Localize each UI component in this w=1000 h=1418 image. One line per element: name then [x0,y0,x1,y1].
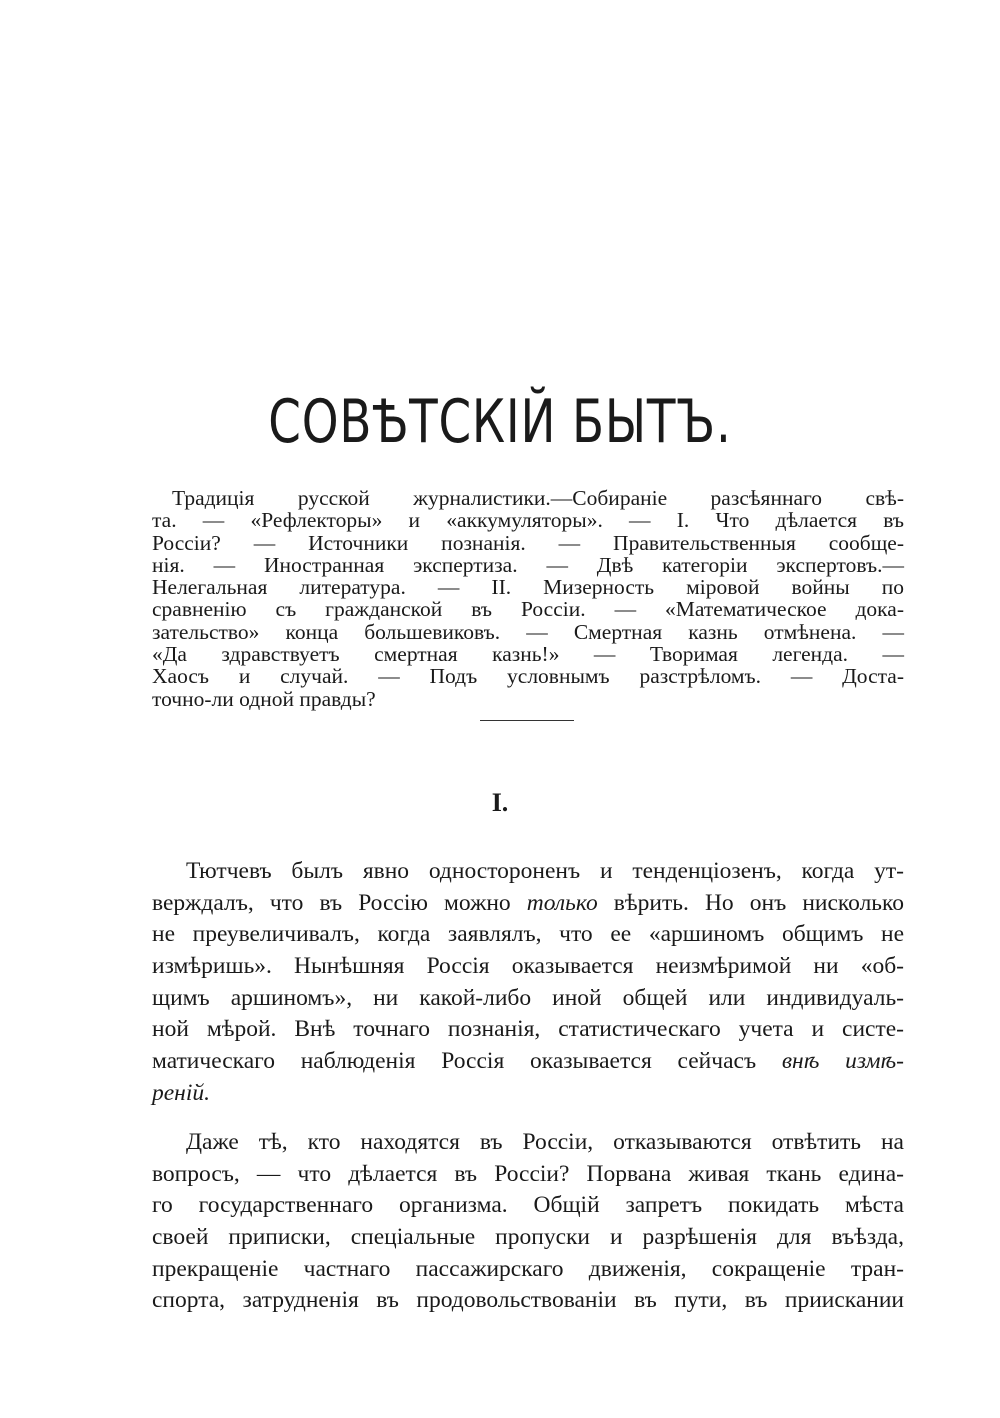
chapter-summary [152,487,904,710]
summary-line: нія. — Иностранная экспертиза. — Двѣ категоріи экспертовъ.— [152,552,904,577]
summary-line: Традиція русской журналистики.—Собираніе разсѣяннаго свѣ- [172,486,904,510]
italic-word: только [526,889,598,916]
summary-line: та. — «Рефлекторы» и «аккумуляторы». — I. Что дѣлается въ [152,508,904,533]
text-line: Даже тѣ, кто находятся въ Россіи, отказываются отвѣтить на [186,1129,904,1155]
text-line [152,1046,904,1078]
summary-line: зательство» конца большевиковъ. — Смертная казнь отмѣнена. — [152,619,904,644]
section-divider [480,720,574,721]
italic-phrase: реній. [152,1079,210,1106]
paragraph-2 [152,1127,904,1317]
text-line: не преувеличивалъ, когда заявлялъ, что ее «аршиномъ общимъ не [152,921,904,948]
text-run: матическаго наблюденія Россія оказывается сейчасъ [152,1048,782,1075]
summary-line: сравненію съ гражданской въ Россіи. — «Математическое дока- [152,597,904,622]
text-line [152,888,904,920]
text-run: верждалъ, что въ Россію можно [152,889,527,916]
summary-line: Нелегальная литература. — II. Мизерность міровой войны по [152,575,904,600]
text-line: щимъ аршиномъ», ни какой-либо иной общей или индивидуаль- [152,984,904,1011]
summary-line: Россіи? — Источники познанія. — Правительственныя сообще- [152,530,904,555]
summary-line: Хаосъ и случай. — Подъ условнымъ разстрѣломъ. — Доста- [152,664,904,689]
text-line: прекращеніе частнаго пассажирскаго движенія, сокращеніе тран- [152,1255,904,1282]
text-line: вопросъ, — что дѣлается въ Россіи? Порвана живая ткань едина- [152,1160,904,1187]
text-line: своей приписки, спеціальные пропуски и разрѣшенія для въѣзда, [152,1224,904,1251]
text-line: спорта, затрудненія въ продовольствованіи въ пути, въ приискании [152,1287,904,1314]
text-line [152,1078,904,1110]
text-run: вѣрить. Но онъ нисколько [597,889,904,916]
text-line: измѣришь». Нынѣшняя Россія оказывается неизмѣримой ни «об- [152,953,904,980]
paragraph-1 [152,856,904,1110]
text-line: го государственнаго организма. Общій запретъ покидать мѣста [152,1192,904,1219]
summary-line: «Да здравствуетъ смертная казнь!» — Творимая легенда. — [152,642,904,667]
italic-phrase: внѣ измѣ- [781,1048,904,1075]
text-line: ной мѣрой. Внѣ точнаго познанія, статистическаго учета и систе- [152,1016,904,1043]
summary-line: точно-ли одной правды? [152,686,376,711]
text-line: Тютчевъ былъ явно одностороненъ и тенденціозенъ, когда ут- [186,858,904,884]
section-number: I. [491,788,509,817]
chapter-title: СОВѢТСКІЙ БЫТЪ. [268,387,732,457]
